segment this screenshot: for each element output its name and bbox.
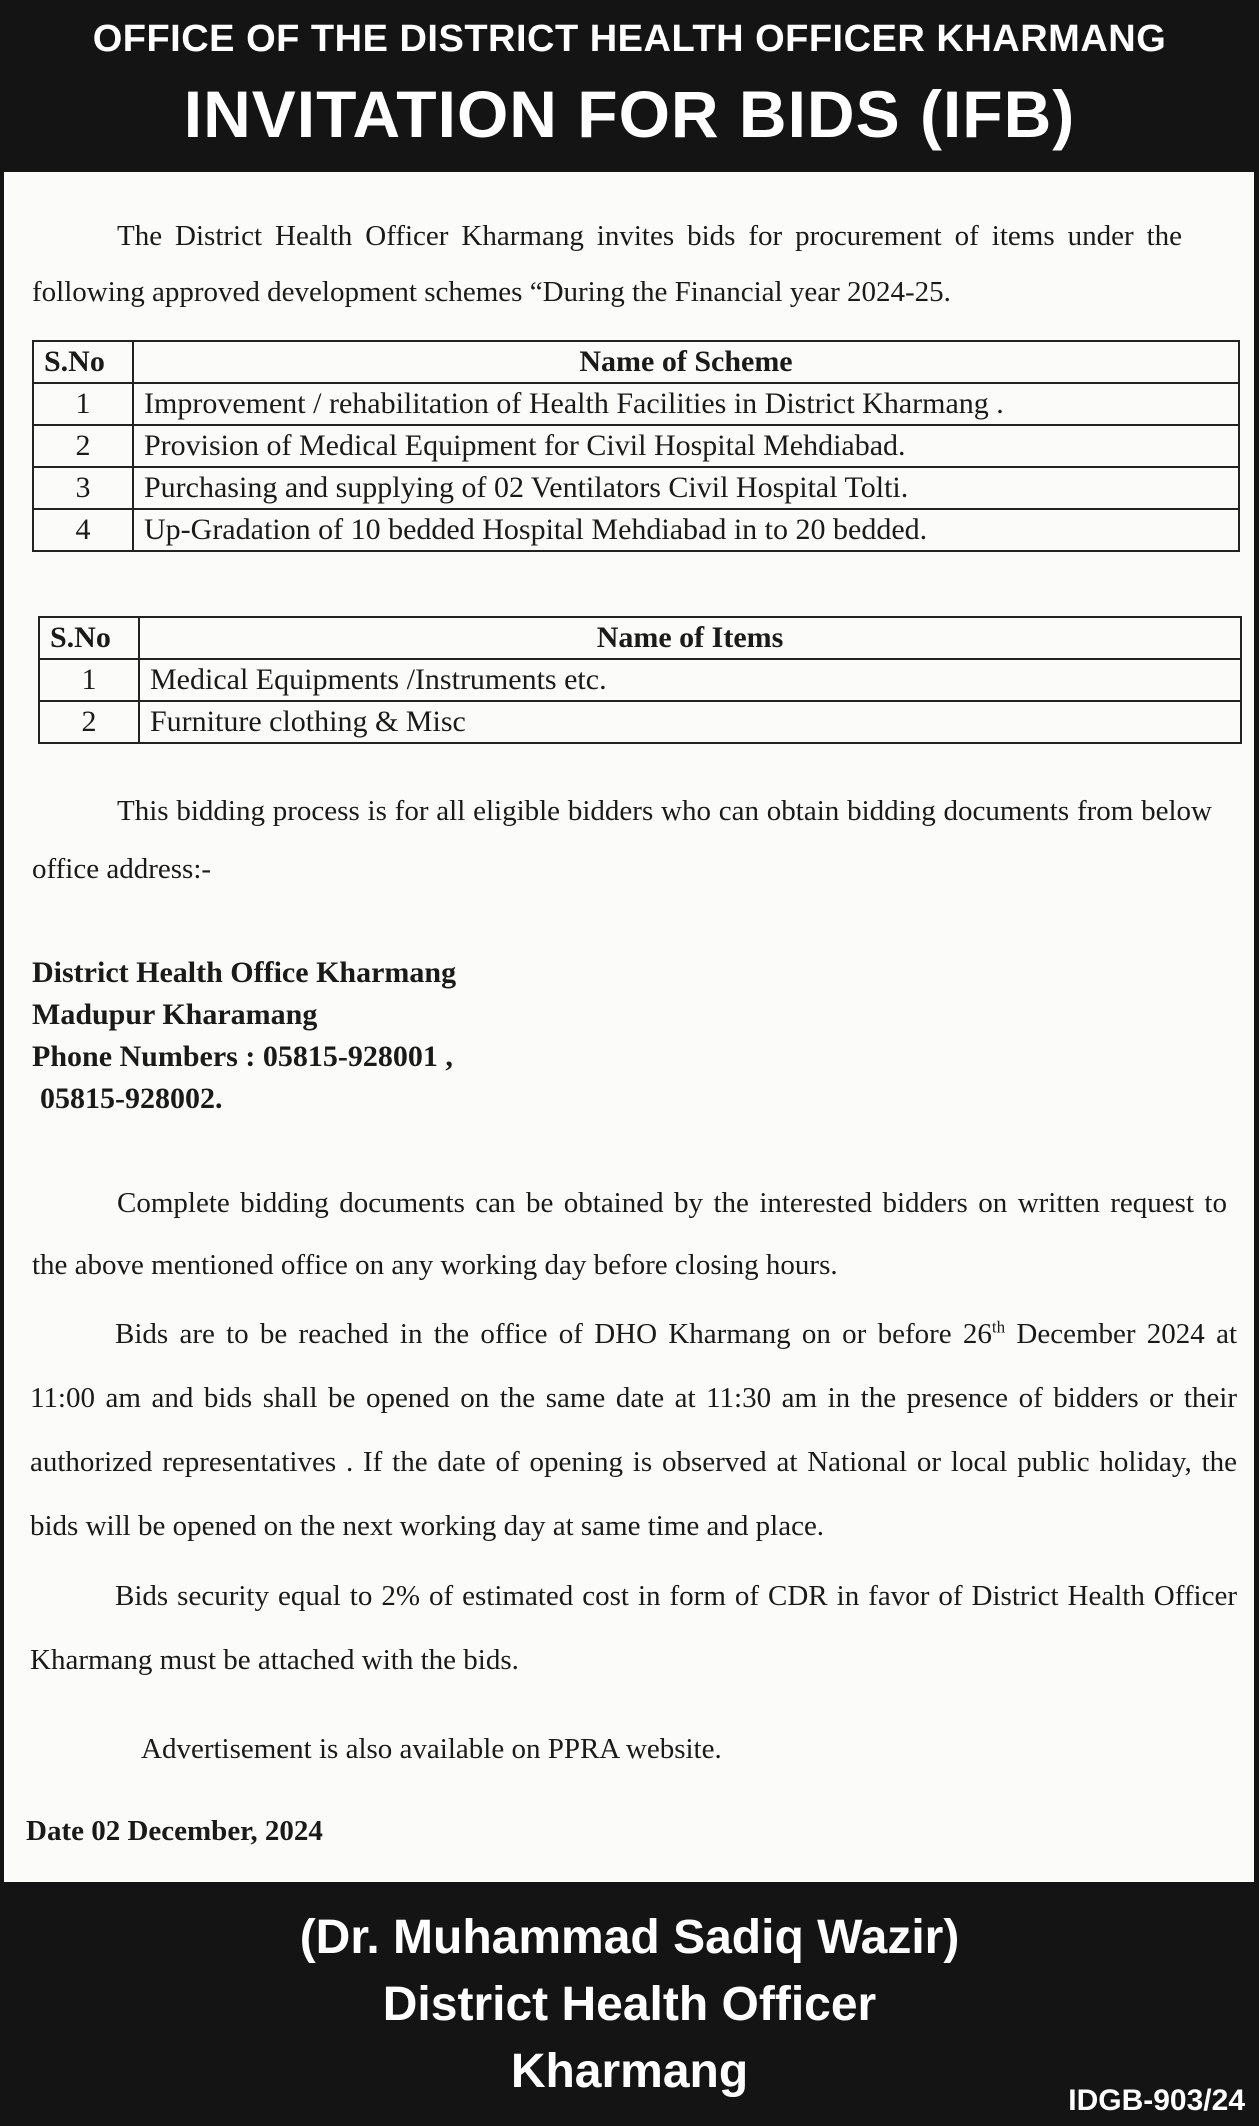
header-banner bbox=[0, 0, 1259, 172]
deadline-paragraph bbox=[30, 1302, 1237, 1558]
cell-scheme-name: Improvement / rehabilitation of Health Facilities in District Kharmang . bbox=[133, 383, 1239, 425]
table-row bbox=[33, 509, 1239, 551]
deadline-text: Bids are to be reached in the office of DHO Kharmang on or before 26 bbox=[115, 1318, 992, 1350]
cell-sno: 1 bbox=[33, 383, 133, 425]
address-line: District Health Office Kharmang bbox=[32, 956, 457, 989]
ordinal-suffix: th bbox=[991, 1317, 1006, 1337]
column-header-sno: S.No bbox=[33, 341, 133, 383]
officer-designation: District Health Officer bbox=[382, 1978, 877, 2031]
table-row bbox=[33, 425, 1239, 467]
table-row bbox=[33, 467, 1239, 509]
column-header-scheme: Name of Scheme bbox=[133, 341, 1239, 383]
cell-scheme-name: Provision of Medical Equipment for Civil Hospital Mehdiabad. bbox=[133, 425, 1239, 467]
process-paragraph: This bidding process is for all eligible bidders who can obtain bidding documents from below office address:- bbox=[32, 795, 1212, 885]
reference-code: IDGB-903/24 bbox=[1068, 2084, 1245, 2117]
table-row bbox=[39, 659, 1241, 701]
office-heading: OFFICE OF THE DISTRICT HEALTH OFFICER KHARMANG bbox=[92, 18, 1167, 60]
cell-sno: 1 bbox=[39, 659, 139, 701]
phone-numbers: 05815-928002. bbox=[40, 1082, 223, 1115]
documents-paragraph: Complete bidding documents can be obtained by the interested bidders on written request to the above mentioned office on any working day before closing hours. bbox=[32, 1187, 1227, 1281]
schemes-table bbox=[32, 340, 1240, 552]
address-line: Madupur Kharamang bbox=[32, 998, 318, 1031]
column-header-sno: S.No bbox=[39, 617, 139, 659]
page-title: INVITATION FOR BIDS (IFB) bbox=[183, 77, 1076, 151]
table-header-row bbox=[33, 341, 1239, 383]
cell-scheme-name: Up-Gradation of 10 bedded Hospital Mehdiabad in to 20 bedded. bbox=[133, 509, 1239, 551]
ppra-note: Advertisement is also available on PPRA website. bbox=[141, 1733, 722, 1765]
items-table bbox=[38, 616, 1242, 744]
table-header-row bbox=[39, 617, 1241, 659]
intro-paragraph: The District Health Officer Kharmang invites bids for procurement of items under the following approved development schemes “During the Financial year 2024-25. bbox=[32, 220, 1182, 308]
column-header-item: Name of Items bbox=[139, 617, 1241, 659]
cell-item-name: Furniture clothing & Misc bbox=[139, 701, 1241, 743]
cell-sno: 4 bbox=[33, 509, 133, 551]
table-row bbox=[39, 701, 1241, 743]
deadline-text: December 2024 at 11:00 am and bids shall be opened on the same date at 11:30 am in the presence of bidders or their authorized representatives . If the date of opening is observed at National or local public holiday, the bids will be opened on the next working day at same time and place. bbox=[30, 1318, 1237, 1542]
notice-body bbox=[4, 172, 1254, 1882]
table-row bbox=[33, 383, 1239, 425]
notice-date: Date 02 December, 2024 bbox=[26, 1815, 323, 1847]
office-address bbox=[32, 952, 456, 1120]
cell-scheme-name: Purchasing and supplying of 02 Ventilators Civil Hospital Tolti. bbox=[133, 467, 1239, 509]
cell-sno: 2 bbox=[39, 701, 139, 743]
officer-name: (Dr. Muhammad Sadiq Wazir) bbox=[299, 1911, 960, 1964]
security-paragraph: Bids security equal to 2% of estimated cost in form of CDR in favor of District Health Officer Kharmang must be attached with the bids. bbox=[30, 1580, 1237, 1676]
phone-numbers: Phone Numbers : 05815-928001 , bbox=[32, 1040, 453, 1073]
cell-sno: 3 bbox=[33, 467, 133, 509]
cell-sno: 2 bbox=[33, 425, 133, 467]
cell-item-name: Medical Equipments /Instruments etc. bbox=[139, 659, 1241, 701]
signature-block bbox=[0, 1882, 1259, 2126]
officer-location: Kharmang bbox=[510, 2045, 749, 2098]
